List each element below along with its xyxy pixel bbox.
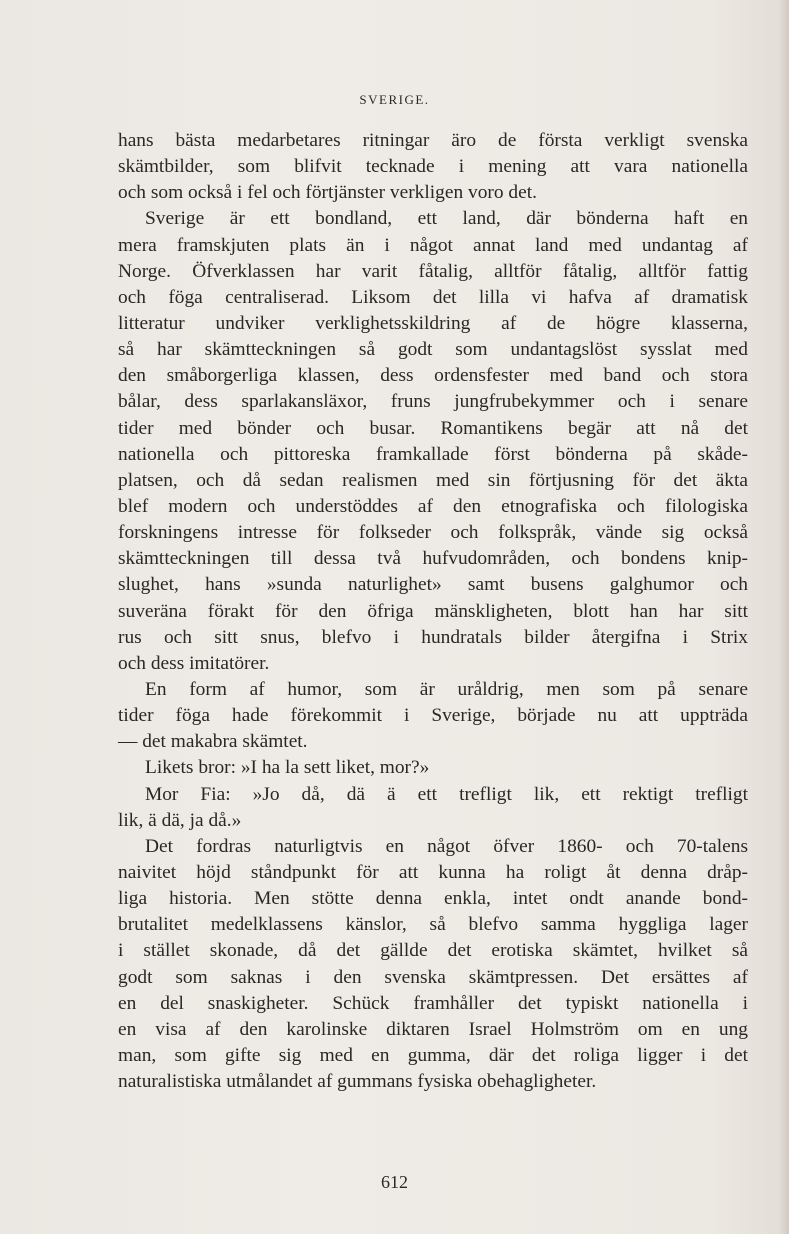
text-line: nationella och pittoreska framkallade först bönderna på skåde- (118, 443, 748, 465)
text-line: blef modern och understöddes af den etnografiska och filologiska (118, 495, 748, 517)
text-line: naturalistiska utmålandet af gummans fysiska obehagligheter. (118, 1071, 597, 1093)
text-line: så har skämtteckningen så godt som undantagslöst sysslat med (118, 339, 748, 361)
text-line: och föga centraliserad. Liksom det lilla vi hafva af dramatisk (118, 286, 748, 308)
text-line: — det makabra skämtet. (118, 731, 308, 753)
text-line: hans bästa medarbetares ritningar äro de första verkligt svenska (118, 130, 748, 151)
text-line: Det fordras naturligtvis en något öfver 1860- och 70-talens (145, 835, 748, 857)
text-line: En form af humor, som är uråldrig, men som på senare (145, 678, 748, 700)
text-line: liga historia. Men stötte denna enkla, intet ondt anande bond- (118, 888, 748, 910)
text-line: rus och sitt snus, blefvo i hundratals bilder återgifna i Strix (118, 626, 748, 648)
text-line: tider föga hade förekommit i Sverige, började nu att uppträda (118, 705, 748, 727)
text-line: slughet, hans »sunda naturlighet» samt busens galghumor och (118, 574, 748, 596)
text-line: forskningens intresse för folkseder och folkspråk, vände sig också (118, 522, 748, 544)
text-line: Likets bror: »I ha la sett liket, mor?» (145, 757, 430, 779)
text-line: suveräna förakt för den öfriga mänskligheten, blott han har sitt (118, 600, 748, 622)
text-line: Sverige är ett bondland, ett land, där bönderna haft en (145, 208, 748, 230)
text-line: och som också i fel och förtjänster verkligen voro det. (118, 182, 537, 204)
text-line: bålar, dess sparlakansläxor, fruns jungfrubekymmer och i senare (118, 391, 748, 413)
text-line: tider med bönder och busar. Romantikens begär att nå det (118, 417, 748, 439)
body-text (118, 128, 748, 1095)
text-line: skämtbilder, som blifvit tecknade i mening att vara nationella (118, 156, 748, 178)
text-line: litteratur undviker verklighetsskildring af de högre klasserna, (118, 312, 748, 334)
page-number: 612 (381, 1172, 408, 1192)
text-line: en visa af den karolinske diktaren Israel Holmström om en ung (118, 1018, 748, 1040)
text-line: Norge. Öfverklassen har varit fåtalig, alltför fåtalig, alltför fattig (118, 260, 748, 282)
text-line: godt som saknas i den svenska skämtpressen. Det ersättes af (118, 966, 748, 988)
text-line: en del snaskigheter. Schück framhåller det typiskt nationella i (118, 992, 748, 1014)
text-line: den småborgerliga klassen, dess ordensfester med band och stora (118, 365, 748, 387)
text-line: mera framskjuten plats än i något annat land med undantag af (118, 234, 748, 256)
text-line: platsen, och då sedan realismen med sin förtjusning för det äkta (118, 469, 748, 491)
text-line: skämtteckningen till dessa två hufvudområden, och bondens knip- (118, 548, 748, 570)
running-header: SVERIGE. (359, 92, 430, 107)
text-line: brutalitet medelklassens känslor, så blefvo samma hyggliga lager (118, 914, 748, 936)
text-line: i stället skonade, då det gällde det erotiska skämtet, hvilket så (118, 940, 748, 962)
text-line: Mor Fia: »Jo då, dä ä ett trefligt lik, ett rektigt trefligt (145, 783, 748, 805)
text-line: lik, ä dä, ja då.» (118, 809, 242, 831)
text-line: man, som gifte sig med en gumma, där det roliga ligger i det (118, 1044, 748, 1066)
text-line: naivitet höjd ståndpunkt för att kunna ha roligt åt denna dråp- (118, 861, 748, 883)
text-line: och dess imitatörer. (118, 652, 270, 674)
page-edge-shadow (779, 0, 789, 1234)
